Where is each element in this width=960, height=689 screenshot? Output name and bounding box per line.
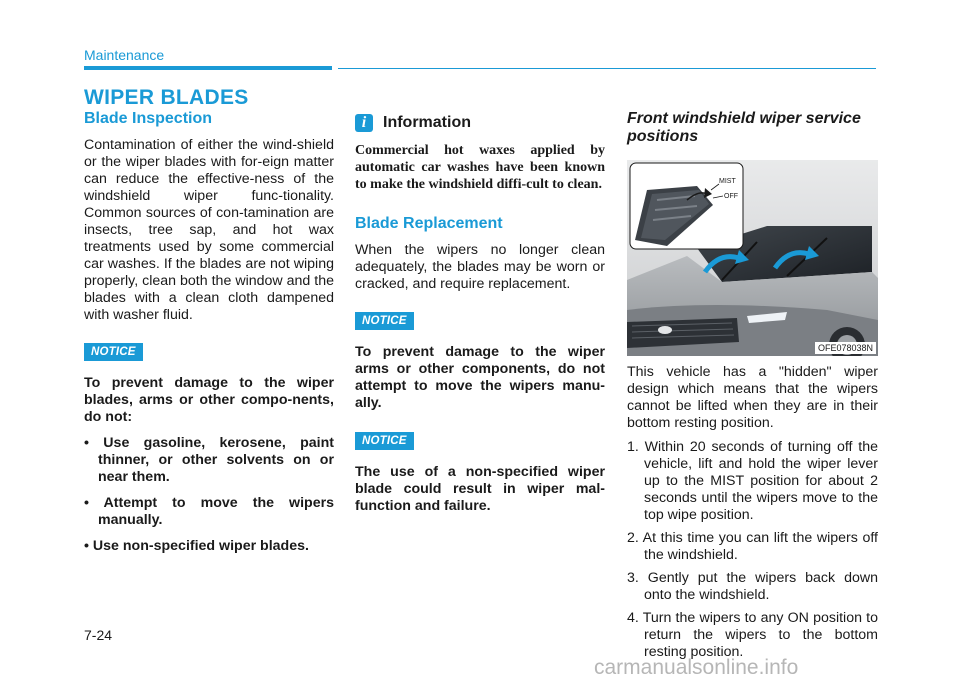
page-title: WIPER BLADES <box>84 86 249 109</box>
bullet-item: • Use gasoline, kerosene, paint thinner, or other solvents on or near them. <box>84 435 334 485</box>
notice-text: To prevent damage to the wiper arms or other components, do not attempt to move the wipers manu-ally. <box>355 344 605 411</box>
service-positions-heading: Front windshield wiper service positions <box>627 110 861 145</box>
column-1 <box>84 110 334 564</box>
page-number: 7-24 <box>84 627 113 643</box>
mist-label: MIST <box>719 178 736 185</box>
header-rule-thin <box>338 68 876 69</box>
notice-badge: NOTICE <box>84 343 143 361</box>
notice-text: To prevent damage to the wiper blades, arms or other compo-nents, do not: <box>84 375 334 425</box>
notice-badge: NOTICE <box>355 312 414 330</box>
service-steps-list <box>627 439 878 661</box>
step-item: 4. Turn the wipers to any ON position to return the wipers to the bottom resting position. <box>627 610 878 660</box>
figure-code: OFE078038N <box>815 342 876 354</box>
service-positions-body: This vehicle has a "hidden" wiper design which means that the wipers cannot be lifted when they are in their bottom resting position. <box>627 364 878 431</box>
step-item: 3. Gently put the wipers back down onto the windshield. <box>627 570 878 603</box>
notice-bullet-list <box>84 435 334 555</box>
notice-block <box>355 311 605 330</box>
section-label: Maintenance <box>84 47 165 63</box>
information-text: Commercial hot waxes applied by automatic car washes have been known to make the windshield diffi-cult to clean. <box>355 143 605 192</box>
information-title: Information <box>383 114 471 131</box>
column-3 <box>627 110 878 667</box>
notice-block <box>84 342 334 361</box>
blade-inspection-body: Contamination of either the wind-shield or the wiper blades with for-eign matter can reduce the effective-ness of the windshield wiper func-tionality. Common sources of con-tamination are insects, tree sap, and hot wax treatments used by some commercial car washes. If the blades are not wiping properly, clean both the window and the blades with a clean cloth dampened with washer fluid. <box>84 137 334 323</box>
car-wiper-drawing <box>627 160 878 356</box>
step-item: 2. At this time you can lift the wipers off the windshield. <box>627 530 878 563</box>
header-rule-thick <box>84 66 332 70</box>
wiper-illustration <box>627 160 878 356</box>
notice-badge: NOTICE <box>355 432 414 450</box>
blade-replacement-body: When the wipers no longer clean adequately, the blades may be worn or cracked, and require replacement. <box>355 242 605 292</box>
notice-block <box>355 431 605 450</box>
bullet-item: • Attempt to move the wipers manually. <box>84 495 334 528</box>
information-header <box>355 114 605 132</box>
bullet-item: • Use non-specified wiper blades. <box>84 538 309 554</box>
notice-text: The use of a non-specified wiper blade could result in wiper mal-function and failure. <box>355 464 605 514</box>
blade-inspection-heading: Blade Inspection <box>84 110 213 127</box>
step-item: 1. Within 20 seconds of turning off the vehicle, lift and hold the wiper lever up to the MIST position for about 2 seconds until the wipers move to the top wipe position. <box>627 439 878 523</box>
blade-replacement-heading: Blade Replacement <box>355 215 503 232</box>
information-icon: i <box>355 114 373 132</box>
column-2 <box>355 110 605 515</box>
watermark: carmanualsonline.info <box>594 656 799 679</box>
off-label: OFF <box>724 193 738 200</box>
